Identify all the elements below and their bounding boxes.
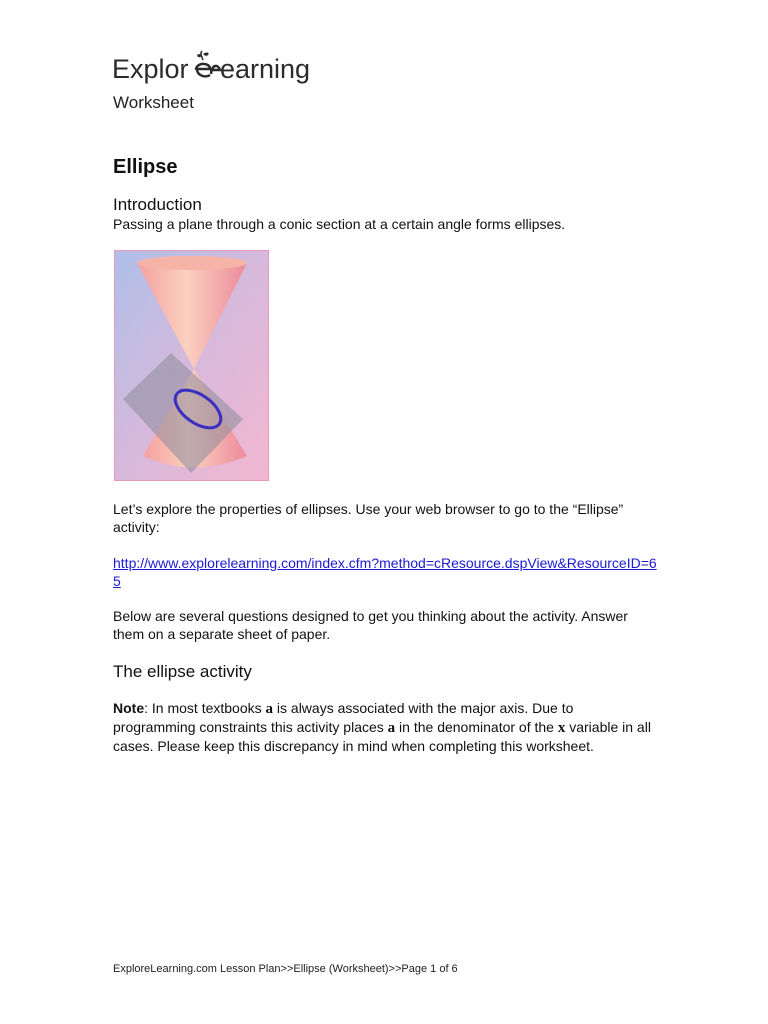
explore-paragraph: Let’s explore the properties of ellipses. Use your web browser to go to the “Ellipse” activity: xyxy=(113,501,624,535)
logo-graphic xyxy=(112,50,352,86)
page-footer: ExploreLearning.com Lesson Plan>>Ellipse (Worksheet)>>Page 1 of 6 xyxy=(113,963,458,975)
activity-link[interactable]: http://www.explorelearning.com/index.cfm?method=cResource.dspView&ResourceID=65 xyxy=(113,555,657,589)
note-text-4: variable in all cases. Please keep this discrepancy in mind when completing this worksheet. xyxy=(113,719,651,754)
note-text-3: in the denominator of the xyxy=(395,719,558,735)
variable-a: a xyxy=(265,701,274,717)
svg-text:earning: earning xyxy=(220,54,311,84)
page-title: Ellipse xyxy=(113,156,178,178)
questions-paragraph: Below are several questions designed to get you thinking about the activity. Answer them on a separate sheet of paper. xyxy=(113,608,628,642)
intro-paragraph: Passing a plane through a conic section at a certain angle forms ellipses. xyxy=(113,216,566,232)
explorelearning-logo xyxy=(112,50,352,86)
cone-illustration xyxy=(115,251,269,481)
variable-x: x xyxy=(557,720,566,736)
variable-a-second: a xyxy=(387,720,396,736)
note-text-2: is always associated with the major axis. Due to programming constraints this activity places xyxy=(113,700,574,735)
note-label: Note xyxy=(113,700,145,716)
note-text-1: : In most textbooks xyxy=(144,700,266,716)
svg-text:Explor: Explor xyxy=(112,54,189,84)
sprout-e-icon xyxy=(196,51,220,76)
cone-ellipse-figure xyxy=(114,250,269,481)
activity-heading: The ellipse activity xyxy=(113,662,252,681)
worksheet-label: Worksheet xyxy=(113,93,194,112)
note-paragraph xyxy=(113,699,658,755)
link-paragraph xyxy=(113,554,658,590)
intro-heading: Introduction xyxy=(113,195,202,214)
